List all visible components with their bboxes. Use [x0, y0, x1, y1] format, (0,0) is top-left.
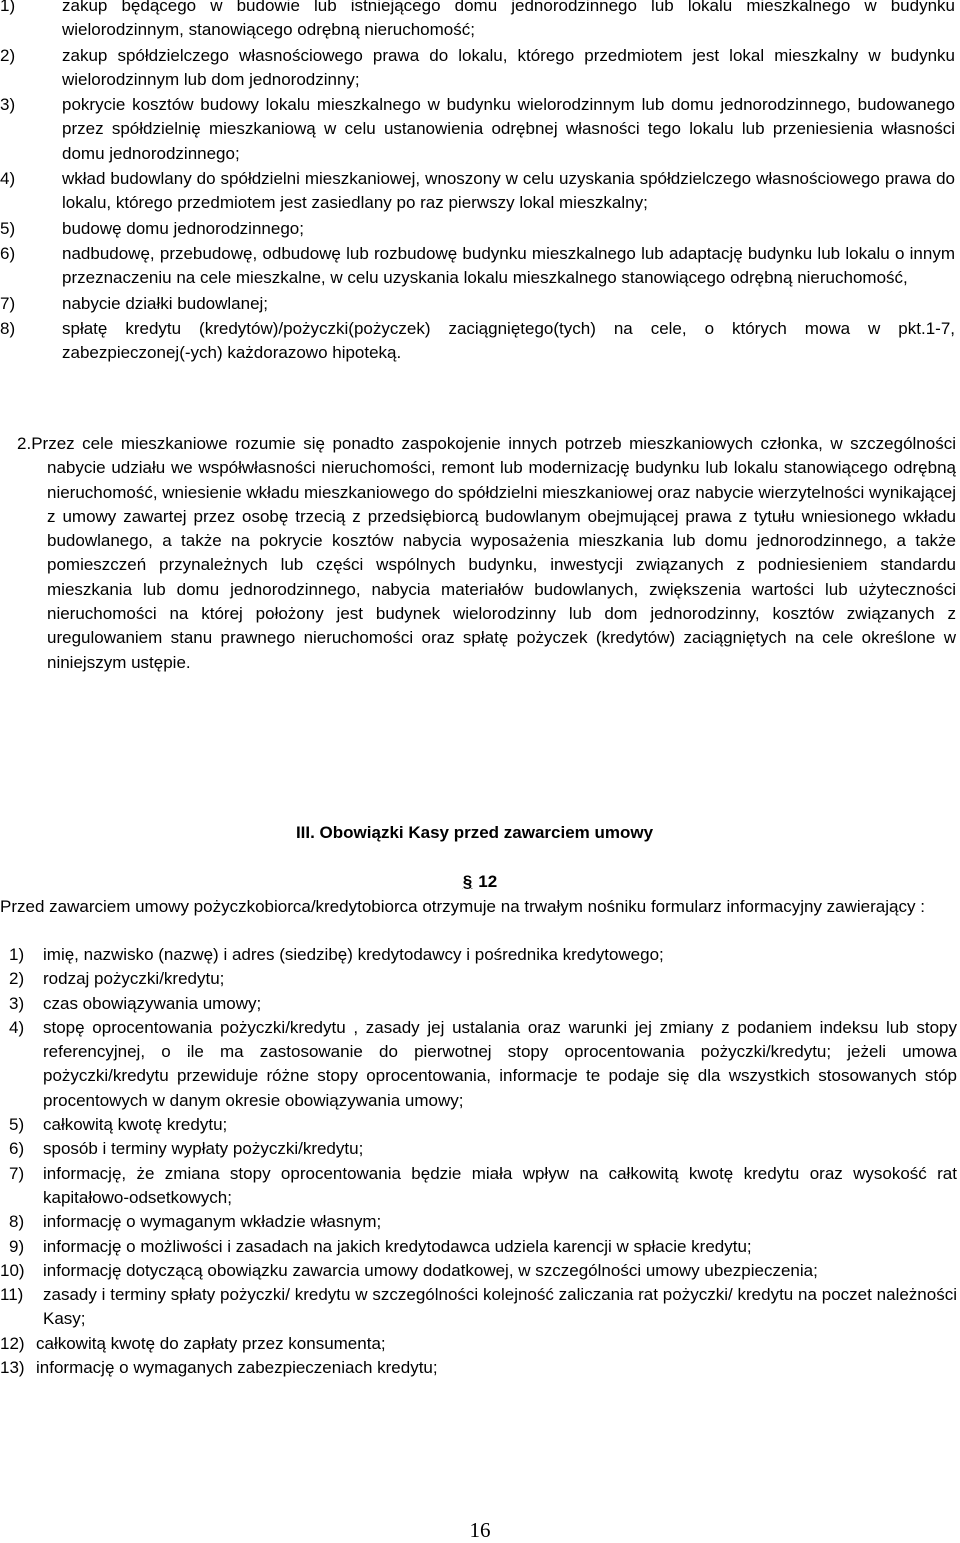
paragraph-text: Przez cele mieszkaniowe rozumie się ponadto zaspokojenie innych potrzeb mieszkaniowych członka, w szczególności nabycie udziału we współwłasności nieruchomości, remont lub modernizację budynku lub lokalu stanowiącego odrębną nieruchomość, wniesienie wkładu mieszkaniowego do spółdzielni mieszkaniowej oraz nabycie wierzytelności wynikającej z umowy zawartej przez osobę trzecią z przedsiębiorcą budowlanym obejmującej prawa z tytułu wniesionego wkładu budowlanego, a także na pokrycie kosztów nabycia wyposażenia mieszkania lub domu jednorodzinnego, a także pomieszczeń przynależnych lub części wspólnych budynku, inwestycji związanych z podniesieniem standardu mieszkania lub domu jednorodzinnego, nabycia materiałów budowlanych, zwiększenia wartości lub użyteczności nieruchomości na której położony jest budynek wielorodzinny lub dom jednorodzinny, kosztów związanych z uregulowaniem stanu prawnego nieruchomości oraz spłatę pożyczek (kredytów) zaciągniętych na cele określone w niniejszym ustępie.	[31, 434, 956, 672]
list-item-label: 7)	[0, 293, 16, 313]
list-item-text: zasady i terminy spłaty pożyczki/ kredytu w szczególności kolejność zaliczania rat pożyczki/ kredytu na poczet należności Kasy;	[43, 1285, 957, 1329]
list-item	[0, 992, 957, 1016]
list-item	[0, 93, 955, 166]
list-item	[0, 1016, 957, 1113]
list-item-text: imię, nazwisko (nazwę) i adres (siedzibę) kredytodawcy i pośrednika kredytowego;	[43, 945, 664, 964]
list-item-text: spłatę kredytu (kredytów)/pożyczki(pożyczek) zaciągniętego(tych) na cele, o których mowa w pkt.1-7, zabezpieczonej(-ych) każdorazowo hipoteką.	[62, 318, 955, 363]
list-item-label: 11)	[0, 1285, 24, 1305]
list-item-label: 3)	[0, 95, 16, 115]
list-item-label: 10)	[0, 1260, 25, 1280]
list-item	[0, 943, 957, 967]
paragraph-number: 12	[478, 872, 498, 891]
list-item-label: 1)	[0, 0, 16, 15]
list-item-label: 8)	[9, 1212, 25, 1232]
list-item-text: pokrycie kosztów budowy lokalu mieszkalnego w budynku wielorodzinnym lub domu jednorodzinnego, budowanego przez spółdzielnię mieszkaniową w celu ustanowienia odrębnej własności tego lokalu lub przeniesienia własności domu jednorodzinnego;	[62, 95, 955, 163]
list-item-label: 7)	[9, 1163, 25, 1183]
list-item-label: 5)	[0, 218, 16, 238]
list-item-text: informację o możliwości i zasadach na jakich kredytodawca udziela karencji w spłacie kredytu;	[43, 1236, 752, 1256]
list-item-label: 4)	[0, 169, 16, 189]
list-item	[0, 167, 955, 216]
page-number: 16	[469, 1518, 491, 1542]
list-item	[0, 1259, 957, 1283]
paragraph-symbol: §	[462, 872, 473, 891]
section-heading: III. Obowiązki Kasy przed zawarciem umowy	[295, 823, 654, 842]
list-item	[0, 292, 955, 316]
list-item	[0, 0, 955, 43]
list-item-text: zakup będącego w budowie lub istniejącego domu jednorodzinnego lub lokalu mieszkalnego w budynku wielorodzinnym, stanowiącego odrębną nieruchomość;	[62, 0, 955, 40]
information-form-list	[0, 943, 957, 1380]
list-item-label: 5)	[9, 1115, 25, 1135]
list-item	[0, 1235, 957, 1259]
list-item	[0, 44, 955, 93]
list-item-label: 4)	[9, 1017, 25, 1037]
list-item-text: nabycie działki budowlanej;	[62, 293, 269, 313]
list-item-label: 8)	[0, 318, 16, 338]
list-item-text: sposób i terminy wypłaty pożyczki/kredytu;	[43, 1139, 364, 1159]
list-item-text: informację o wymaganych zabezpieczeniach kredytu;	[36, 1358, 438, 1378]
list-item	[0, 1137, 957, 1161]
list-item	[0, 967, 957, 991]
list-item	[0, 242, 955, 291]
list-item-label: 2)	[9, 969, 25, 989]
list-item	[0, 1162, 957, 1211]
intro-text: Przed zawarciem umowy pożyczkobiorca/kredytobiorca otrzymuje na trwałym nośniku formularz informacyjny zawierający :	[0, 897, 925, 916]
list-item	[0, 217, 955, 241]
paragraph-2	[0, 432, 956, 675]
list-item	[0, 1332, 957, 1356]
list-item-text: wkład budowlany do spółdzielni mieszkaniowej, wnoszony w celu uzyskania spółdzielczego własnościowego prawa do lokalu, którego przedmiotem jest zasiedlany po raz pierwszy lokal mieszkalny;	[62, 169, 955, 213]
list-item-text: całkowitą kwotę kredytu;	[43, 1115, 228, 1135]
list-item-label: 1)	[9, 945, 25, 964]
list-item-text: informację dotyczącą obowiązku zawarcia umowy dodatkowej, w szczególności umowy ubezpieczenia;	[43, 1260, 818, 1280]
list-item-label: 3)	[9, 993, 25, 1013]
list-item-text: informację, że zmiana stopy oprocentowania będzie miała wpływ na całkowitą kwotę kredytu oraz wysokość rat kapitałowo-odsetkowych;	[43, 1163, 957, 1207]
list-item-label: 9)	[9, 1236, 25, 1256]
list-item-label: 12)	[0, 1333, 25, 1353]
list-item-label: 6)	[9, 1139, 25, 1159]
list-item-text: budowę domu jednorodzinnego;	[62, 218, 304, 238]
list-item	[0, 1210, 957, 1234]
list-item-text: czas obowiązywania umowy;	[43, 993, 262, 1013]
list-item-text: rodzaj pożyczki/kredytu;	[43, 969, 225, 989]
paragraph-heading	[0, 870, 960, 894]
list-item	[0, 1283, 957, 1332]
list-item-text: zakup spółdzielczego własnościowego prawa do lokalu, którego przedmiotem jest lokal mieszkalny w budynku wielorodzinnym lub dom jednorodzinny;	[62, 45, 955, 89]
list-item-text: stopę oprocentowania pożyczki/kredytu , zasady jej ustalania oraz warunki jej zmiany z podaniem indeksu lub stopy referencyjnej, o ile ma zastosowanie do pierwotnej stopy oprocentowania pożyczki/kredytu; jeżeli umowa pożyczki/kredytu przewiduje różne stopy oprocentowania, informacje te podaje się dla wszystkich stosowanych stóp procentowych w danym okresie obowiązywania umowy;	[43, 1017, 957, 1110]
list-item	[0, 317, 955, 366]
list-item-text: informację o wymaganym wkładzie własnym;	[43, 1212, 382, 1232]
list-item-label: 6)	[0, 243, 16, 263]
paragraph-number: 2.	[17, 434, 32, 453]
list-item-label: 13)	[0, 1358, 25, 1378]
list-item-text: nadbudowę, przebudowę, odbudowę lub rozbudowę budynku mieszkalnego lub adaptację budynku lub lokalu o innym przeznaczeniu na cele mieszkalne, w celu uzyskania lokalu mieszkalnego stanowiącego odrębną nieruchomość,	[62, 243, 955, 288]
housing-purposes-list	[0, 0, 955, 366]
list-item	[0, 1356, 957, 1380]
list-item-text: całkowitą kwotę do zapłaty przez konsumenta;	[36, 1333, 386, 1353]
list-item-label: 2)	[0, 45, 16, 65]
list-item	[0, 1113, 957, 1137]
